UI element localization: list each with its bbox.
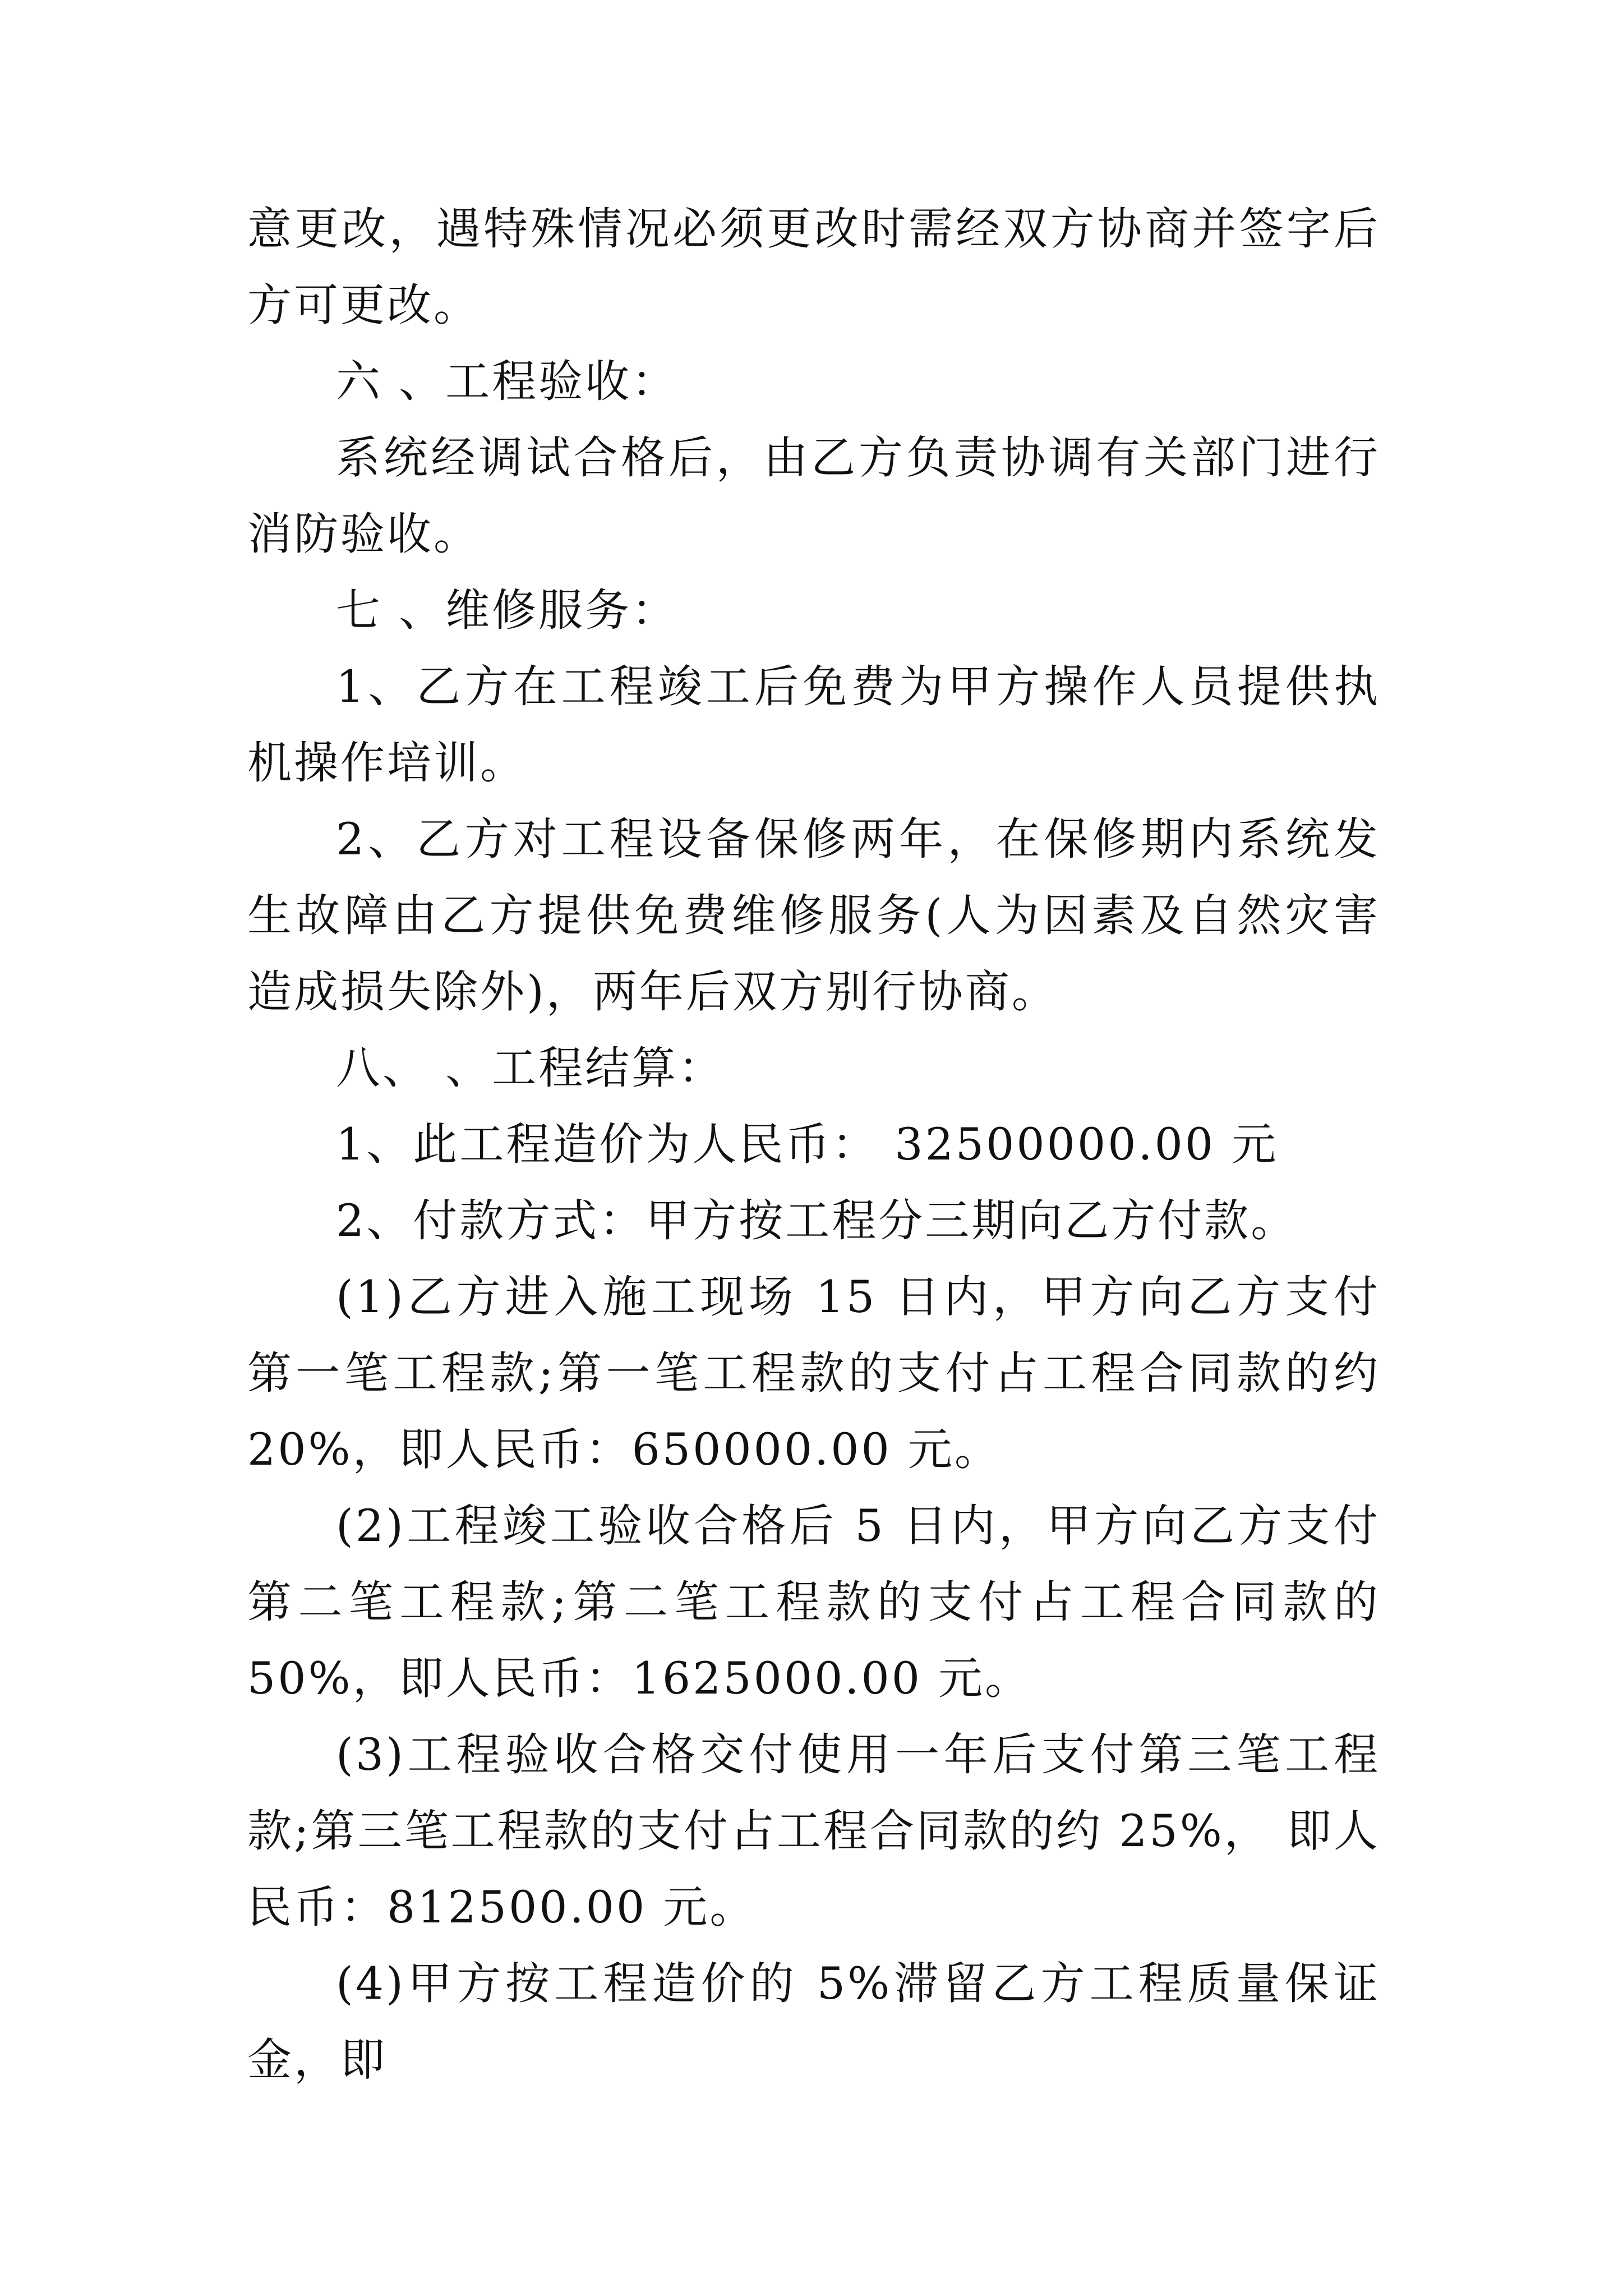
- document-body: [247, 191, 1380, 2098]
- paragraph-training: 1、乙方在工程竣工后免费为甲方操作人员提供执机操作培训。: [247, 661, 1380, 789]
- heading-settlement: 八、 、工程结算：: [336, 1042, 725, 1094]
- paragraph-change-clause: 意更改，遇特殊情况必须更改时需经双方协商并签字后方可更改。: [247, 203, 1380, 331]
- paragraph-acceptance: 系统经调试合格后，由乙方负责协调有关部门进行消防验收。: [247, 432, 1380, 560]
- paragraph-payment-method: 2、付款方式：甲方按工程分三期向乙方付款。: [336, 1195, 1298, 1246]
- heading-acceptance: 六 、工程验收：: [336, 356, 679, 407]
- paragraph-contract-price: 1、此工程造价为人民币： 32500000.00 元: [336, 1119, 1279, 1170]
- paragraph-warranty: 2、乙方对工程设备保修两年，在保修期内系统发生故障由乙方提供免费维修服务(人为因素及自然灾害造成损失除外)，两年后双方别行协商。: [247, 813, 1380, 1018]
- paragraph-retention: (4)甲方按工程造价的 5%滞留乙方工程质量保证金，即: [247, 1958, 1380, 2086]
- heading-maintenance: 七 、维修服务：: [336, 585, 679, 636]
- paragraph-payment-1: (1)乙方进入施工现场 15 日内，甲方向乙方支付第一笔工程款;第一笔工程款的支付占工程合同款的约 20%，即人民币：650000.00 元。: [247, 1271, 1380, 1475]
- paragraph-payment-3: (3)工程验收合格交付使用一年后支付第三笔工程款;第三笔工程款的支付占工程合同款的约 25%， 即人民币：812500.00 元。: [247, 1729, 1380, 1933]
- paragraph-payment-2: (2)工程竣工验收合格后 5 日内，甲方向乙方支付第二笔工程款;第二笔工程款的支付占工程合同款的 50%，即人民币：1625000.00 元。: [247, 1500, 1380, 1704]
